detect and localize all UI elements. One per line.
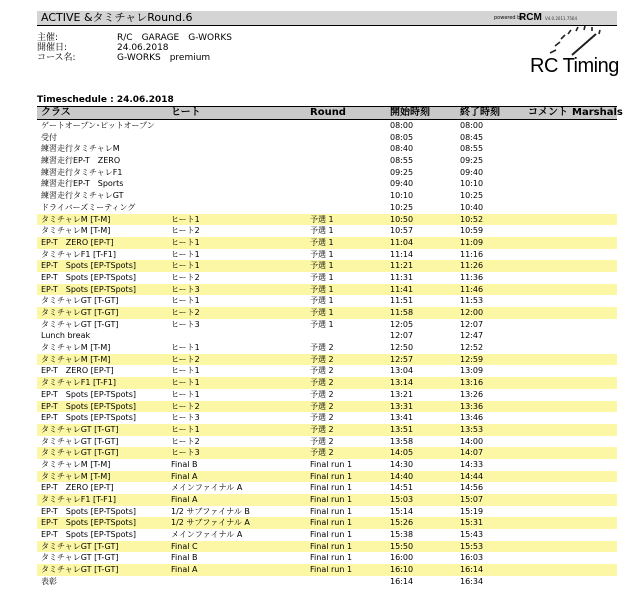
table-body bbox=[37, 120, 617, 588]
end-time-cell: 16:14 bbox=[460, 565, 484, 575]
heat-cell: Final A bbox=[171, 471, 198, 481]
round-cell: Final run 1 bbox=[310, 506, 353, 516]
class-cell: タミチャレGT [T-GT] bbox=[41, 553, 119, 563]
start-time-cell: 11:04 bbox=[390, 237, 414, 247]
table-row bbox=[37, 564, 617, 576]
table-row bbox=[37, 541, 617, 553]
round-cell: 予選 2 bbox=[310, 401, 334, 411]
start-time-cell: 10:10 bbox=[390, 191, 414, 201]
class-cell: タミチャレM [T-M] bbox=[41, 226, 111, 236]
class-cell: タミチャレM [T-M] bbox=[41, 214, 111, 224]
end-time-cell: 14:33 bbox=[460, 459, 484, 469]
end-time-cell: 12:59 bbox=[460, 354, 484, 364]
table-row bbox=[37, 214, 617, 226]
round-cell: 予選 2 bbox=[310, 436, 334, 446]
heat-cell: ヒート3 bbox=[171, 413, 200, 423]
end-time-cell: 10:40 bbox=[460, 202, 484, 212]
class-cell: EP-T ZERO [EP-T] bbox=[41, 237, 114, 247]
heat-cell: ヒート1 bbox=[171, 237, 200, 247]
class-cell: タミチャレM [T-M] bbox=[41, 471, 111, 481]
table-row bbox=[37, 377, 617, 389]
heat-cell: メインファイナル A bbox=[171, 483, 243, 493]
col-comment: コメント bbox=[528, 107, 568, 118]
round-cell: Final run 1 bbox=[310, 518, 353, 528]
start-time-cell: 15:03 bbox=[390, 495, 414, 504]
class-cell: ゲートオープン･ピットオープン bbox=[41, 121, 155, 130]
table-row bbox=[37, 178, 617, 190]
round-cell: Final run 1 bbox=[310, 495, 353, 504]
class-cell: EP-T Spots [EP-TSpots] bbox=[41, 284, 136, 294]
heat-cell: Final B bbox=[171, 459, 198, 469]
start-time-cell: 13:14 bbox=[390, 378, 414, 388]
course-value: G-WORKS premium bbox=[117, 53, 211, 63]
table-row bbox=[37, 143, 617, 155]
heat-cell: ヒート1 bbox=[171, 261, 200, 271]
col-heat: ヒート bbox=[171, 107, 201, 118]
class-cell: タミチャレGT [T-GT] bbox=[41, 436, 119, 446]
start-time-cell: 15:50 bbox=[390, 541, 414, 551]
class-cell: タミチャレGT [T-GT] bbox=[41, 296, 119, 306]
rc-timing-logo bbox=[526, 25, 622, 81]
heat-cell: ヒート3 bbox=[171, 448, 200, 458]
table-row bbox=[37, 529, 617, 541]
end-time-cell: 15:43 bbox=[460, 530, 484, 540]
end-time-cell: 09:40 bbox=[460, 167, 484, 177]
rcm-brand: RCM bbox=[519, 12, 542, 23]
logo-text: RC Timing bbox=[530, 55, 619, 77]
table-row bbox=[37, 155, 617, 167]
powered-by-label: powered by bbox=[494, 15, 524, 21]
end-time-cell: 10:10 bbox=[460, 179, 484, 189]
class-cell: 練習走行タミチャレM bbox=[41, 144, 120, 154]
table-row bbox=[37, 506, 617, 518]
end-time-cell: 14:00 bbox=[460, 436, 484, 446]
end-time-cell: 15:07 bbox=[460, 495, 484, 504]
table-row bbox=[37, 401, 617, 413]
class-cell: EP-T Spots [EP-TSpots] bbox=[41, 506, 136, 516]
heat-cell: ヒート2 bbox=[171, 401, 200, 411]
table-row bbox=[37, 249, 617, 261]
end-time-cell: 08:45 bbox=[460, 132, 484, 142]
class-cell: タミチャレGT [T-GT] bbox=[41, 319, 119, 329]
start-time-cell: 09:25 bbox=[390, 167, 414, 177]
heat-cell: ヒート1 bbox=[171, 378, 200, 388]
table-row bbox=[37, 459, 617, 471]
table-row bbox=[37, 202, 617, 214]
round-cell: 予選 1 bbox=[310, 226, 334, 236]
start-time-cell: 12:07 bbox=[390, 331, 414, 341]
class-cell: ドライバーズミーティング bbox=[41, 202, 136, 212]
heat-cell: ヒート3 bbox=[171, 319, 200, 329]
table-row bbox=[37, 389, 617, 401]
class-cell: タミチャレGT [T-GT] bbox=[41, 448, 119, 458]
end-time-cell: 08:55 bbox=[460, 144, 484, 154]
start-time-cell: 15:38 bbox=[390, 530, 414, 540]
stopwatch-arc-icon bbox=[526, 25, 622, 59]
table-row bbox=[37, 225, 617, 237]
round-cell: 予選 2 bbox=[310, 448, 334, 458]
end-time-cell: 15:31 bbox=[460, 518, 484, 528]
round-cell: 予選 2 bbox=[310, 413, 334, 423]
class-cell: タミチャレGT [T-GT] bbox=[41, 424, 119, 434]
table-row bbox=[37, 120, 617, 132]
table-row bbox=[37, 424, 617, 436]
heat-cell: 1/2 サブファイナル B bbox=[171, 506, 250, 516]
class-cell: EP-T Spots [EP-TSpots] bbox=[41, 413, 136, 423]
heat-cell: ヒート2 bbox=[171, 226, 200, 236]
end-time-cell: 10:52 bbox=[460, 214, 484, 224]
start-time-cell: 12:05 bbox=[390, 319, 414, 329]
table-row bbox=[37, 354, 617, 366]
table-row bbox=[37, 412, 617, 424]
table-row bbox=[37, 494, 617, 506]
start-time-cell: 13:51 bbox=[390, 424, 414, 434]
date-label: 開催日: bbox=[37, 43, 68, 53]
table-row bbox=[37, 330, 617, 342]
start-time-cell: 16:14 bbox=[390, 576, 414, 586]
heat-cell: メインファイナル A bbox=[171, 530, 243, 540]
round-cell: Final run 1 bbox=[310, 553, 353, 563]
class-cell: EP-T Spots [EP-TSpots] bbox=[41, 272, 136, 282]
class-cell: 練習走行EP-T ZERO bbox=[41, 156, 121, 166]
start-time-cell: 10:25 bbox=[390, 202, 414, 212]
start-time-cell: 11:58 bbox=[390, 308, 414, 317]
round-cell: 予選 2 bbox=[310, 389, 334, 399]
start-time-cell: 11:51 bbox=[390, 296, 414, 306]
end-time-cell: 14:56 bbox=[460, 483, 484, 493]
table-row bbox=[37, 295, 617, 307]
heat-cell: ヒート1 bbox=[171, 214, 200, 224]
end-time-cell: 12:47 bbox=[460, 331, 484, 341]
start-time-cell: 13:41 bbox=[390, 413, 414, 423]
table-row bbox=[37, 447, 617, 459]
class-cell: EP-T Spots [EP-TSpots] bbox=[41, 261, 136, 271]
heat-cell: ヒート2 bbox=[171, 272, 200, 282]
end-time-cell: 16:03 bbox=[460, 553, 484, 563]
table-row bbox=[37, 471, 617, 483]
end-time-cell: 13:16 bbox=[460, 378, 484, 388]
end-time-cell: 13:09 bbox=[460, 366, 484, 376]
class-cell: EP-T ZERO [EP-T] bbox=[41, 483, 114, 493]
heat-cell: ヒート1 bbox=[171, 249, 200, 259]
round-cell: 予選 1 bbox=[310, 308, 334, 317]
heat-cell: Final A bbox=[171, 565, 198, 575]
end-time-cell: 15:19 bbox=[460, 506, 484, 516]
timeschedule-label: Timeschedule : 24.06.2018 bbox=[37, 95, 174, 105]
end-time-cell: 11:36 bbox=[460, 272, 484, 282]
heat-cell: Final B bbox=[171, 553, 198, 563]
class-cell: 練習走行タミチャレGT bbox=[41, 191, 124, 201]
class-cell: タミチャレGT [T-GT] bbox=[41, 308, 119, 317]
end-time-cell: 11:46 bbox=[460, 284, 484, 294]
table-row bbox=[37, 190, 617, 202]
round-cell: 予選 1 bbox=[310, 249, 334, 259]
round-cell: 予選 2 bbox=[310, 354, 334, 364]
table-row bbox=[37, 167, 617, 179]
round-cell: 予選 2 bbox=[310, 366, 334, 376]
table-row bbox=[37, 342, 617, 354]
heat-cell: ヒート3 bbox=[171, 284, 200, 294]
start-time-cell: 11:41 bbox=[390, 284, 414, 294]
host-value: R/C GARAGE G-WORKS bbox=[117, 33, 232, 43]
table-row bbox=[37, 237, 617, 249]
start-time-cell: 14:05 bbox=[390, 448, 414, 458]
class-cell: EP-T Spots [EP-TSpots] bbox=[41, 389, 136, 399]
round-cell: 予選 2 bbox=[310, 378, 334, 388]
class-cell: 練習走行EP-T Sports bbox=[41, 179, 124, 189]
start-time-cell: 16:00 bbox=[390, 553, 414, 563]
start-time-cell: 16:10 bbox=[390, 565, 414, 575]
table-row bbox=[37, 272, 617, 284]
start-time-cell: 15:14 bbox=[390, 506, 414, 516]
heat-cell: ヒート2 bbox=[171, 308, 200, 317]
end-time-cell: 16:34 bbox=[460, 576, 484, 586]
end-time-cell: 12:52 bbox=[460, 343, 484, 353]
table-row bbox=[37, 284, 617, 296]
start-time-cell: 08:40 bbox=[390, 144, 414, 154]
round-cell: 予選 2 bbox=[310, 424, 334, 434]
class-cell: タミチャレGT [T-GT] bbox=[41, 565, 119, 575]
start-time-cell: 14:40 bbox=[390, 471, 414, 481]
table-row bbox=[37, 552, 617, 564]
class-cell: 練習走行タミチャレF1 bbox=[41, 167, 123, 177]
start-time-cell: 14:30 bbox=[390, 459, 414, 469]
course-label: コース名: bbox=[37, 53, 76, 63]
document-title: ACTIVE &タミチャレRound.6 bbox=[41, 11, 193, 24]
start-time-cell: 12:50 bbox=[390, 343, 414, 353]
heat-cell: 1/2 サブファイナル A bbox=[171, 518, 250, 528]
class-cell: タミチャレF1 [T-F1] bbox=[41, 378, 116, 388]
heat-cell: Final A bbox=[171, 495, 198, 504]
end-time-cell: 15:53 bbox=[460, 541, 484, 551]
table-row bbox=[37, 436, 617, 448]
heat-cell: ヒート1 bbox=[171, 424, 200, 434]
round-cell: 予選 1 bbox=[310, 319, 334, 329]
round-cell: 予選 2 bbox=[310, 343, 334, 353]
table-row bbox=[37, 319, 617, 331]
start-time-cell: 13:21 bbox=[390, 389, 414, 399]
end-time-cell: 09:25 bbox=[460, 156, 484, 166]
start-time-cell: 09:40 bbox=[390, 179, 414, 189]
end-time-cell: 10:59 bbox=[460, 226, 484, 236]
class-cell: Lunch break bbox=[41, 331, 91, 341]
table-row bbox=[37, 132, 617, 144]
start-time-cell: 13:58 bbox=[390, 436, 414, 446]
class-cell: EP-T Spots [EP-TSpots] bbox=[41, 530, 136, 540]
end-time-cell: 11:16 bbox=[460, 249, 484, 259]
round-cell: Final run 1 bbox=[310, 483, 353, 493]
class-cell: 受付 bbox=[41, 132, 57, 142]
end-time-cell: 11:53 bbox=[460, 296, 484, 306]
start-time-cell: 11:14 bbox=[390, 249, 414, 259]
end-time-cell: 11:26 bbox=[460, 261, 484, 271]
class-cell: タミチャレM [T-M] bbox=[41, 343, 111, 353]
round-cell: 予選 1 bbox=[310, 296, 334, 306]
class-cell: タミチャレF1 [T-F1] bbox=[41, 249, 116, 259]
table-row bbox=[37, 576, 617, 588]
end-time-cell: 14:07 bbox=[460, 448, 484, 458]
heat-cell: ヒート1 bbox=[171, 389, 200, 399]
class-cell: EP-T ZERO [EP-T] bbox=[41, 366, 114, 376]
start-time-cell: 10:50 bbox=[390, 214, 414, 224]
heat-cell: ヒート1 bbox=[171, 343, 200, 353]
round-cell: 予選 1 bbox=[310, 237, 334, 247]
class-cell: タミチャレF1 [T-F1] bbox=[41, 495, 116, 504]
start-time-cell: 11:31 bbox=[390, 272, 414, 282]
start-time-cell: 15:26 bbox=[390, 518, 414, 528]
round-cell: Final run 1 bbox=[310, 530, 353, 540]
start-time-cell: 11:21 bbox=[390, 261, 414, 271]
end-time-cell: 10:25 bbox=[460, 191, 484, 201]
table-row bbox=[37, 482, 617, 494]
round-cell: 予選 1 bbox=[310, 272, 334, 282]
start-time-cell: 08:00 bbox=[390, 121, 414, 130]
end-time-cell: 13:36 bbox=[460, 401, 484, 411]
end-time-cell: 08:00 bbox=[460, 121, 484, 130]
schedule-table bbox=[37, 106, 623, 588]
end-time-cell: 13:46 bbox=[460, 413, 484, 423]
table-row bbox=[37, 307, 617, 319]
col-class: クラス bbox=[41, 107, 71, 118]
heat-cell: ヒート2 bbox=[171, 354, 200, 364]
date-value: 24.06.2018 bbox=[117, 43, 169, 53]
start-time-cell: 10:57 bbox=[390, 226, 414, 236]
start-time-cell: 12:57 bbox=[390, 354, 414, 364]
version-label: V4.0.2011.7564 bbox=[545, 16, 577, 21]
class-cell: タミチャレM [T-M] bbox=[41, 354, 111, 364]
table-row bbox=[37, 260, 617, 272]
class-cell: EP-T Spots [EP-TSpots] bbox=[41, 401, 136, 411]
heat-cell: ヒート2 bbox=[171, 436, 200, 446]
class-cell: 表彰 bbox=[41, 576, 57, 586]
round-cell: 予選 1 bbox=[310, 284, 334, 294]
start-time-cell: 13:31 bbox=[390, 401, 414, 411]
table-row bbox=[37, 517, 617, 529]
end-time-cell: 11:09 bbox=[460, 237, 484, 247]
class-cell: タミチャレGT [T-GT] bbox=[41, 541, 119, 551]
heat-cell: Final C bbox=[171, 541, 198, 551]
round-cell: Final run 1 bbox=[310, 541, 353, 551]
class-cell: EP-T Spots [EP-TSpots] bbox=[41, 518, 136, 528]
round-cell: 予選 1 bbox=[310, 261, 334, 271]
end-time-cell: 12:00 bbox=[460, 308, 484, 317]
round-cell: Final run 1 bbox=[310, 565, 353, 575]
table-header-row bbox=[37, 106, 623, 120]
round-cell: 予選 1 bbox=[310, 214, 334, 224]
col-marshals: Marshals bbox=[572, 107, 623, 118]
round-cell: Final run 1 bbox=[310, 471, 353, 481]
end-time-cell: 13:26 bbox=[460, 389, 484, 399]
round-cell: Final run 1 bbox=[310, 459, 353, 469]
col-start-time: 開始時刻 bbox=[390, 107, 430, 118]
end-time-cell: 12:07 bbox=[460, 319, 484, 329]
host-label: 主催: bbox=[37, 33, 59, 43]
col-end-time: 終了時刻 bbox=[460, 107, 500, 118]
start-time-cell: 13:04 bbox=[390, 366, 414, 376]
start-time-cell: 08:55 bbox=[390, 156, 414, 166]
end-time-cell: 14:44 bbox=[460, 471, 484, 481]
document-header-bar bbox=[37, 11, 617, 26]
class-cell: タミチャレM [T-M] bbox=[41, 459, 111, 469]
col-round: Round bbox=[310, 107, 346, 118]
start-time-cell: 08:05 bbox=[390, 132, 414, 142]
heat-cell: ヒート1 bbox=[171, 366, 200, 376]
heat-cell: ヒート1 bbox=[171, 296, 200, 306]
end-time-cell: 13:53 bbox=[460, 424, 484, 434]
table-row bbox=[37, 365, 617, 377]
start-time-cell: 14:51 bbox=[390, 483, 414, 493]
